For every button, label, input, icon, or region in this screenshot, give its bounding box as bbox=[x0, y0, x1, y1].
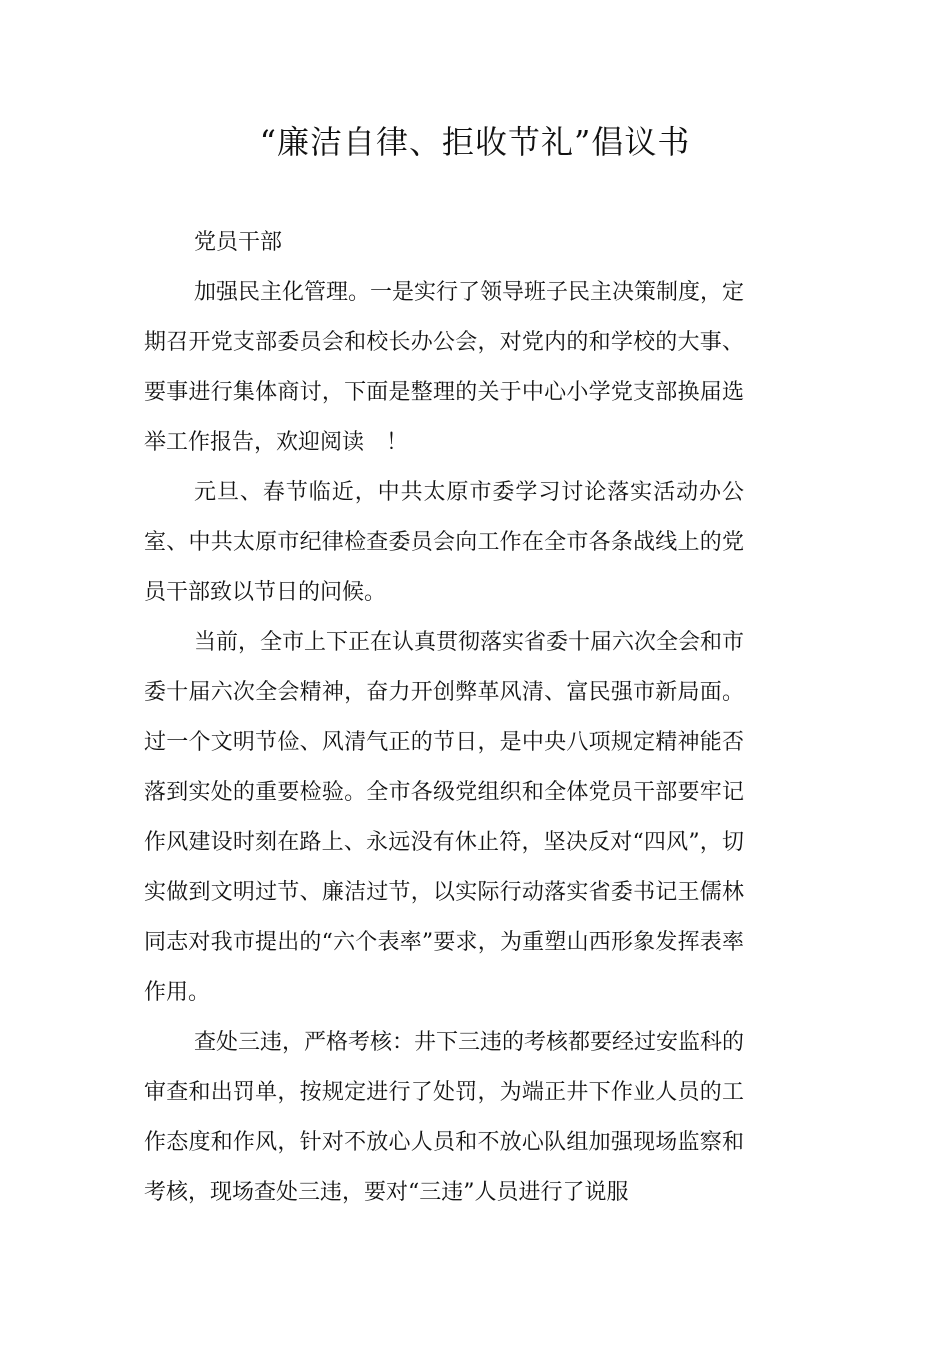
document-title: “廉洁自律、拒收节礼”倡议书 bbox=[259, 123, 691, 161]
paragraph-management: 加强民主化管理。一是实行了领导班子民主决策制度，定期召开党支部委员会和校长办公会，对党内的和学校的大事、要事进行集体商讨，下面是整理的关于中心小学党支部换届选举工作报告，欢迎阅读 ！ bbox=[144, 280, 745, 455]
paragraph-current: 当前，全市上下正在认真贯彻落实省委十届六次全会和市委十届六次全会精神，奋力开创弊革风清、富民强市新局面。过一个文明节俭、风清气正的节日，是中央八项规定精神能否落到实处的重要检验。全市各级党组织和全体党员干部要牢记作风建设时刻在路上、永远没有休止符，坚决反对“四风”，切实做到文明过节、廉洁过节，以实际行动落实省委书记王儒林同志对我市提出的“六个表率”要求，为重塑山西形象发挥表率作用。 bbox=[144, 630, 745, 1005]
paragraph-violations: 查处三违，严格考核：井下三违的考核都要经过安监科的审查和出罚单，按规定进行了处罚，为端正井下作业人员的工作态度和作风，针对不放心人员和不放心队组加强现场监察和考核，现场查处三违，要对“三违”人员进行了说服 bbox=[144, 1030, 745, 1205]
salutation: 党员干部 bbox=[194, 230, 283, 255]
document-body bbox=[144, 218, 744, 1218]
paragraph-greeting: 元旦、春节临近，中共太原市委学习讨论落实活动办公室、中共太原市纪律检查委员会向工作在全市各条战线上的党员干部致以节日的问候。 bbox=[144, 480, 744, 605]
